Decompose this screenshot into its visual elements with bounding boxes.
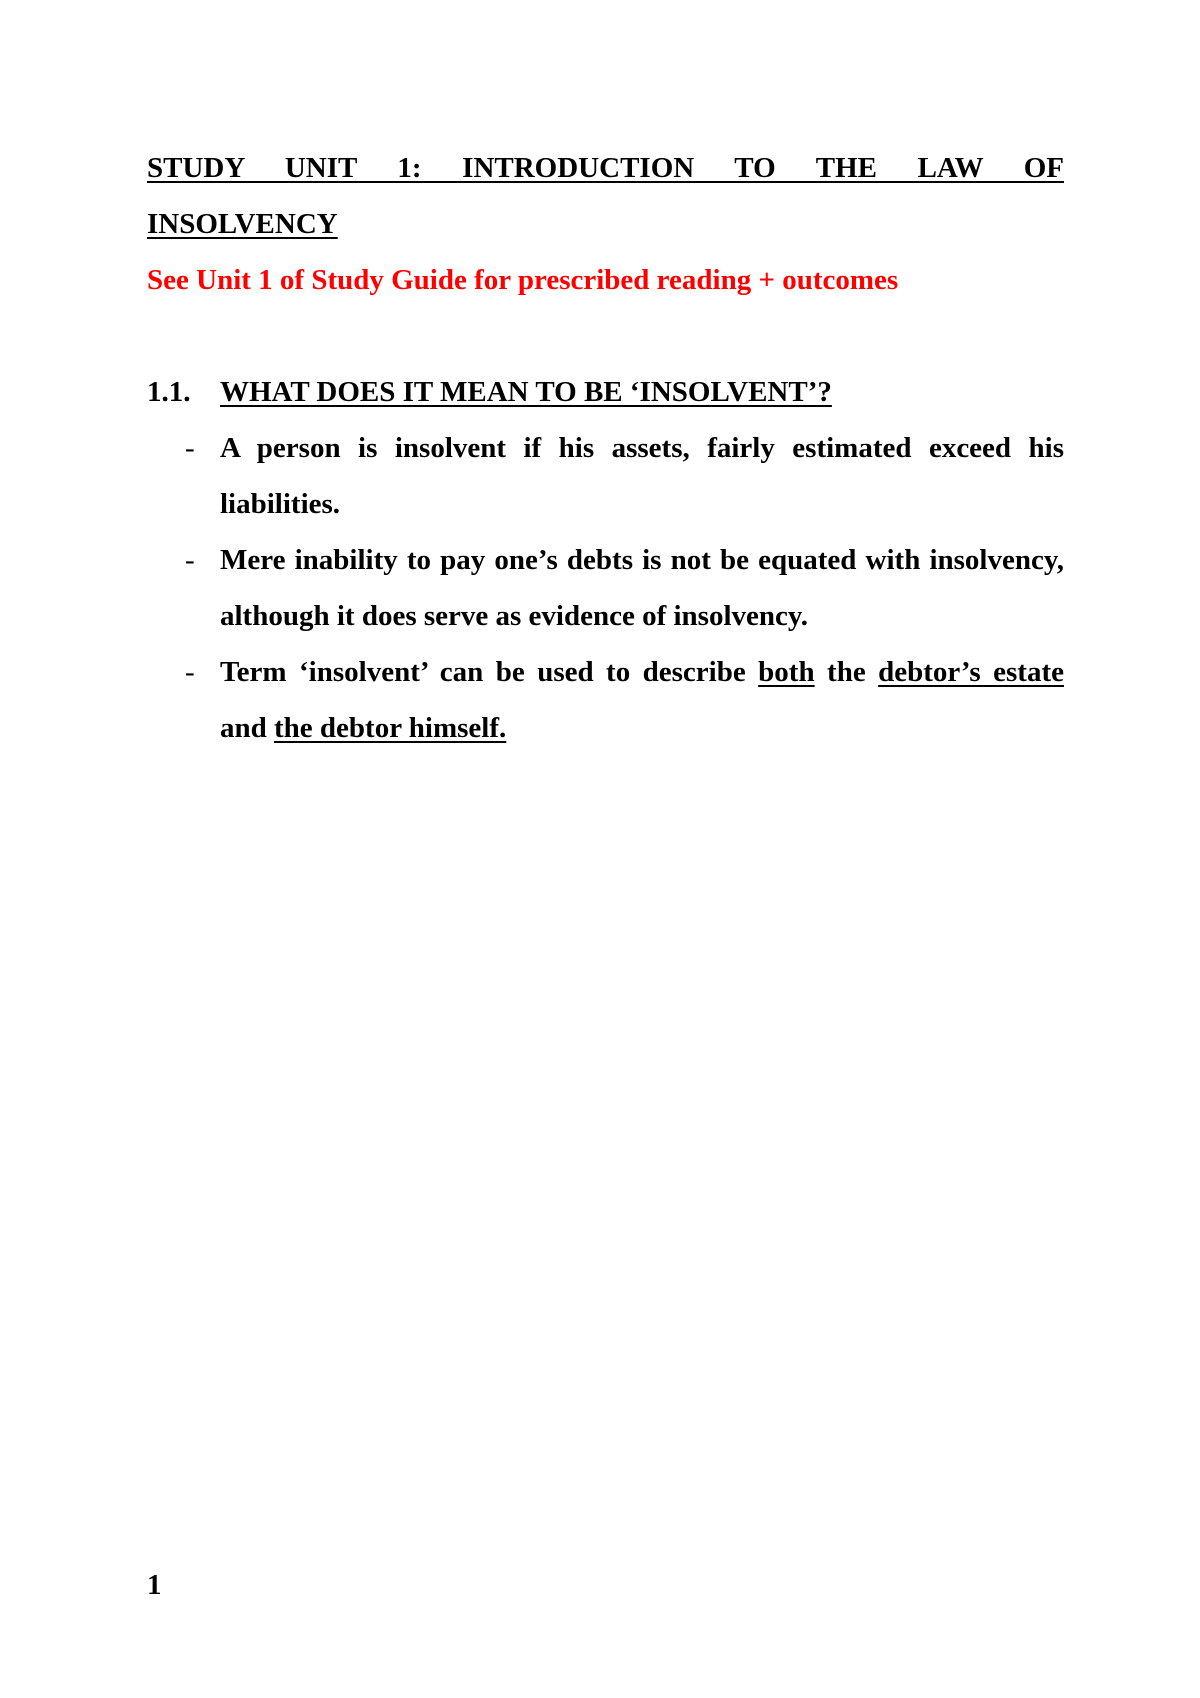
list-item xyxy=(147,644,1064,756)
bullet-dash: - xyxy=(185,656,195,688)
text-run: the xyxy=(814,656,879,688)
page-content xyxy=(147,140,1064,756)
text-run: and xyxy=(220,712,275,744)
section-heading xyxy=(147,364,1064,420)
bullet-list xyxy=(147,420,1064,756)
bullet-text: Mere inability to pay one’s debts is not be equated with insolvency, although it does serve as evidence of insolvency. xyxy=(220,544,1064,632)
blank-line xyxy=(147,308,1064,364)
title-line-1: STUDY UNIT 1: INTRODUCTION TO THE LAW OF xyxy=(147,152,1064,184)
underlined-both: both xyxy=(758,656,815,688)
bullet-text-mixed xyxy=(220,644,1064,756)
list-item xyxy=(147,532,1064,644)
list-item xyxy=(147,420,1064,532)
text-run: Term ‘insolvent’ can be used to describe xyxy=(220,656,759,688)
bullet-text: A person is insolvent if his assets, fairly estimated exceed his liabilities. xyxy=(220,432,1064,520)
section-number: 1.1. xyxy=(147,376,191,408)
section-title: WHAT DOES IT MEAN TO BE ‘INSOLVENT’? xyxy=(220,376,832,408)
underlined-debtor-himself: the debtor himself. xyxy=(274,712,507,744)
bullet-dash: - xyxy=(185,544,195,576)
underlined-debtors-estate: debtor’s estate xyxy=(878,656,1064,688)
study-unit-title xyxy=(147,140,1064,252)
title-line-2: INSOLVENCY xyxy=(147,208,338,240)
study-guide-note: See Unit 1 of Study Guide for prescribed reading + outcomes xyxy=(147,264,899,296)
page-number: 1 xyxy=(147,1569,162,1601)
bullet-dash: - xyxy=(185,432,195,464)
